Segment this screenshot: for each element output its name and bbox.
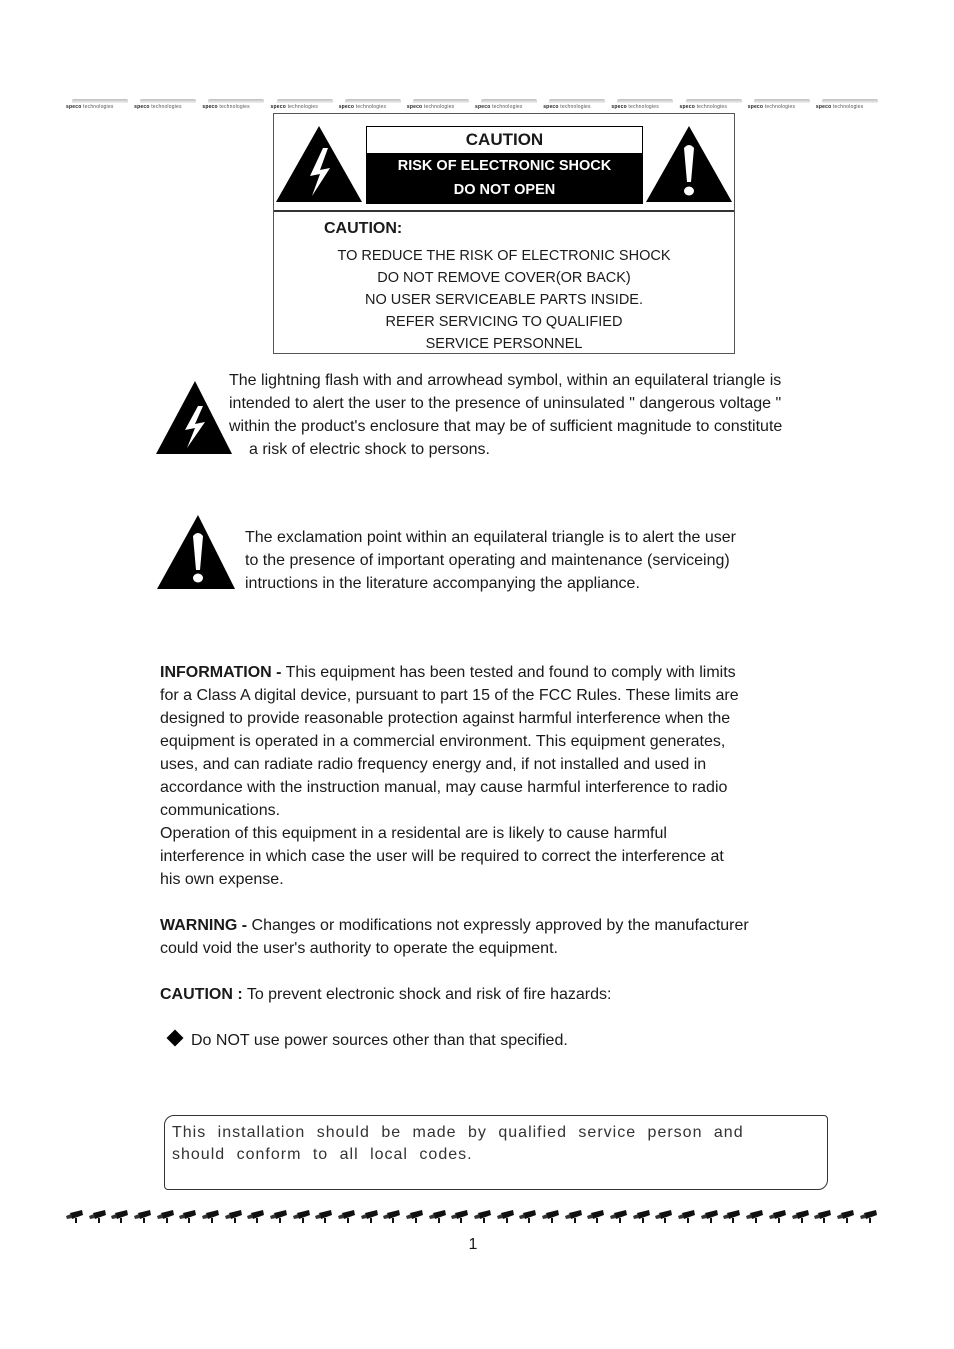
brand-wordmark — [271, 104, 319, 110]
security-camera-icon — [744, 1210, 764, 1224]
brand-logo-icon — [543, 98, 605, 112]
security-camera-icon — [608, 1210, 628, 1224]
security-camera-icon — [676, 1210, 696, 1224]
brand-prefix: speco — [679, 104, 695, 110]
security-camera-icon — [653, 1210, 673, 1224]
caution-label-line1: RISK OF ELECTRONIC SHOCK — [397, 158, 612, 174]
brand-prefix: speco — [815, 104, 832, 110]
brand-suffix: technologies — [83, 104, 114, 110]
brand-swoosh-icon — [617, 99, 673, 103]
installation-notice-box — [164, 1115, 828, 1190]
brand-swoosh-icon — [140, 99, 196, 103]
brand-logo-icon — [134, 98, 196, 112]
brand-suffix: technologies — [151, 104, 182, 110]
caution-label-top — [274, 114, 734, 212]
bullet-item — [165, 1029, 568, 1052]
security-camera-icon — [563, 1210, 583, 1224]
lightning-triangle-icon — [274, 124, 364, 204]
caution-lines — [274, 245, 734, 355]
text-line: intended to alert the user to the presence of uninsulated " dangerous voltage " — [229, 395, 782, 412]
brand-logo-icon — [680, 98, 742, 112]
caution-heading: CAUTION: — [324, 220, 403, 237]
brand-swoosh-icon — [686, 99, 742, 103]
text-line: intructions in the literature accompanying the appliance. — [245, 575, 640, 592]
text-line: his own expense. — [160, 871, 284, 888]
brand-logo-icon — [339, 98, 401, 112]
security-camera-icon — [472, 1210, 492, 1224]
brand-prefix: speco — [475, 104, 491, 110]
brand-prefix: speco — [747, 104, 764, 110]
brand-suffix: technologies — [628, 104, 659, 110]
caution-fire-label: CAUTION : — [160, 986, 243, 1003]
footer-camera-strip — [64, 1210, 878, 1226]
page-number: 1 — [468, 1236, 478, 1253]
security-camera-icon — [313, 1210, 333, 1224]
security-camera-icon — [291, 1210, 311, 1224]
brand-wordmark — [407, 104, 455, 110]
caution-line: REFER SERVICING TO QUALIFIED — [385, 314, 623, 330]
text-line: designed to provide reasonable protection against harmful interference when the — [160, 710, 731, 727]
caution-fire-paragraph — [160, 983, 840, 1006]
brand-logo-icon — [202, 98, 264, 112]
caution-label-line2: DO NOT OPEN — [453, 182, 556, 198]
security-camera-icon — [858, 1210, 878, 1224]
text-line: to the presence of important operating and maintenance (serviceing) — [245, 552, 730, 569]
brand-wordmark — [134, 104, 182, 110]
brand-swoosh-icon — [413, 99, 469, 103]
security-camera-icon — [517, 1210, 537, 1224]
text-line — [160, 983, 840, 1006]
brand-logo-icon — [611, 98, 673, 112]
lightning-triangle-icon — [155, 380, 233, 455]
warning-label: WARNING - — [160, 917, 248, 934]
security-camera-icon — [245, 1210, 265, 1224]
brand-swoosh-icon — [754, 99, 810, 103]
brand-wordmark — [475, 104, 523, 110]
caution-label — [366, 126, 643, 204]
brand-swoosh-icon — [549, 99, 605, 103]
brand-prefix: speco — [406, 104, 423, 110]
caution-label-box — [273, 113, 735, 354]
security-camera-icon — [790, 1210, 810, 1224]
caution-label-warning — [366, 154, 643, 204]
security-camera-icon — [585, 1210, 605, 1224]
security-camera-icon — [540, 1210, 560, 1224]
caution-line: NO USER SERVICEABLE PARTS INSIDE. — [365, 292, 643, 308]
security-camera-icon — [767, 1210, 787, 1224]
brand-wordmark — [202, 104, 250, 110]
brand-wordmark — [543, 104, 591, 110]
brand-suffix: technologies — [696, 104, 728, 110]
warning-paragraph — [160, 914, 840, 960]
text-line: uses, and can radiate radio frequency energy and, if not installed and used in — [160, 756, 707, 773]
caution-line: DO NOT REMOVE COVER(OR BACK) — [377, 270, 631, 286]
security-camera-icon — [64, 1210, 84, 1224]
brand-wordmark — [748, 104, 796, 110]
brand-suffix: technologies — [832, 104, 864, 110]
brand-wordmark — [339, 104, 387, 110]
text-line: equipment is operated in a commercial environment. This equipment generates, — [160, 733, 726, 750]
security-camera-icon — [835, 1210, 855, 1224]
bullet-text: Do NOT use power sources other than that specified. — [191, 1032, 568, 1049]
security-camera-icon — [381, 1210, 401, 1224]
brand-suffix: technologies — [219, 104, 250, 110]
text-line: could void the user's authority to operate the equipment. — [160, 940, 558, 957]
exclamation-triangle-icon — [156, 514, 236, 590]
caution-label-title: CAUTION — [366, 126, 643, 154]
brand-suffix: technologies — [287, 104, 319, 110]
security-camera-icon — [721, 1210, 741, 1224]
brand-swoosh-icon — [208, 99, 264, 103]
security-camera-icon — [155, 1210, 175, 1224]
security-camera-icon — [223, 1210, 243, 1224]
brand-prefix: speco — [202, 104, 218, 110]
diamond-bullet-icon — [167, 1030, 184, 1047]
text-line: The lightning flash with and arrowhead symbol, within an equilateral triangle is — [229, 372, 782, 389]
brand-prefix: speco — [338, 104, 355, 110]
text-line: accordance with the instruction manual, may cause harmful interference to radio — [160, 779, 728, 796]
brand-prefix: speco — [134, 104, 150, 110]
brand-wordmark — [680, 104, 728, 110]
brand-wordmark — [66, 104, 114, 110]
notice-line: should conform to all local codes. — [172, 1146, 473, 1163]
information-label: INFORMATION - — [160, 664, 282, 681]
brand-wordmark — [816, 104, 864, 110]
exclamation-triangle-icon — [644, 124, 734, 204]
security-camera-icon — [200, 1210, 220, 1224]
brand-suffix: technologies — [355, 104, 387, 110]
text-line: Operation of this equipment in a residental are is likely to cause harmful — [160, 825, 667, 842]
security-camera-icon — [495, 1210, 515, 1224]
brand-swoosh-icon — [277, 99, 333, 103]
text-line: within the product's enclosure that may be of sufficient magnitude to constitute — [229, 418, 783, 435]
caution-line: SERVICE PERSONNEL — [425, 336, 583, 352]
text-line: a risk of electric shock to persons. — [249, 441, 490, 458]
security-camera-icon — [699, 1210, 719, 1224]
fcc-information-paragraph — [160, 661, 840, 891]
brand-suffix: technologies — [423, 104, 455, 110]
security-camera-icon — [177, 1210, 197, 1224]
text-line — [160, 914, 840, 937]
security-camera-icon — [631, 1210, 651, 1224]
brand-swoosh-icon — [345, 99, 401, 103]
text-line: interference in which case the user will be required to correct the interference at — [160, 848, 724, 865]
caution-line: TO REDUCE THE RISK OF ELECTRONIC SHOCK — [337, 248, 671, 264]
exclamation-symbol-description — [245, 526, 845, 595]
security-camera-icon — [336, 1210, 356, 1224]
brand-swoosh-icon — [481, 99, 537, 103]
brand-suffix: technologies — [764, 104, 796, 110]
security-camera-icon — [449, 1210, 469, 1224]
security-camera-icon — [427, 1210, 447, 1224]
text-line: The exclamation point within an equilateral triangle is to alert the user — [245, 529, 736, 546]
warning-first-line: Changes or modifications not expressly approved by the manufacturer — [247, 917, 749, 934]
brand-logo-icon — [816, 98, 878, 112]
brand-swoosh-icon — [822, 99, 878, 103]
information-first-line: This equipment has been tested and found to comply with limits — [281, 664, 736, 681]
security-camera-icon — [359, 1210, 379, 1224]
security-camera-icon — [812, 1210, 832, 1224]
brand-wordmark — [611, 104, 659, 110]
header-brand-strip — [66, 98, 878, 112]
security-camera-icon — [404, 1210, 424, 1224]
brand-logo-icon — [271, 98, 333, 112]
notice-text — [172, 1122, 744, 1166]
brand-logo-icon — [407, 98, 469, 112]
brand-logo-icon — [475, 98, 537, 112]
brand-logo-icon — [66, 98, 128, 112]
security-camera-icon — [87, 1210, 107, 1224]
text-line — [160, 661, 840, 684]
brand-prefix: speco — [66, 104, 82, 110]
brand-swoosh-icon — [72, 99, 128, 103]
text-line: communications. — [160, 802, 281, 819]
security-camera-icon — [132, 1210, 152, 1224]
brand-logo-icon — [748, 98, 810, 112]
brand-suffix: technologies — [492, 104, 523, 110]
brand-suffix: technologies — [560, 104, 591, 110]
text-line: for a Class A digital device, pursuant to part 15 of the FCC Rules. These limits are — [160, 687, 739, 704]
brand-prefix: speco — [270, 104, 286, 110]
lightning-symbol-description — [229, 369, 854, 461]
brand-prefix: speco — [611, 104, 627, 110]
security-camera-icon — [268, 1210, 288, 1224]
notice-line: This installation should be made by qualified service person and — [172, 1124, 744, 1141]
brand-prefix: speco — [543, 104, 559, 110]
security-camera-icon — [109, 1210, 129, 1224]
caution-fire-text: To prevent electronic shock and risk of fire hazards: — [242, 986, 612, 1003]
